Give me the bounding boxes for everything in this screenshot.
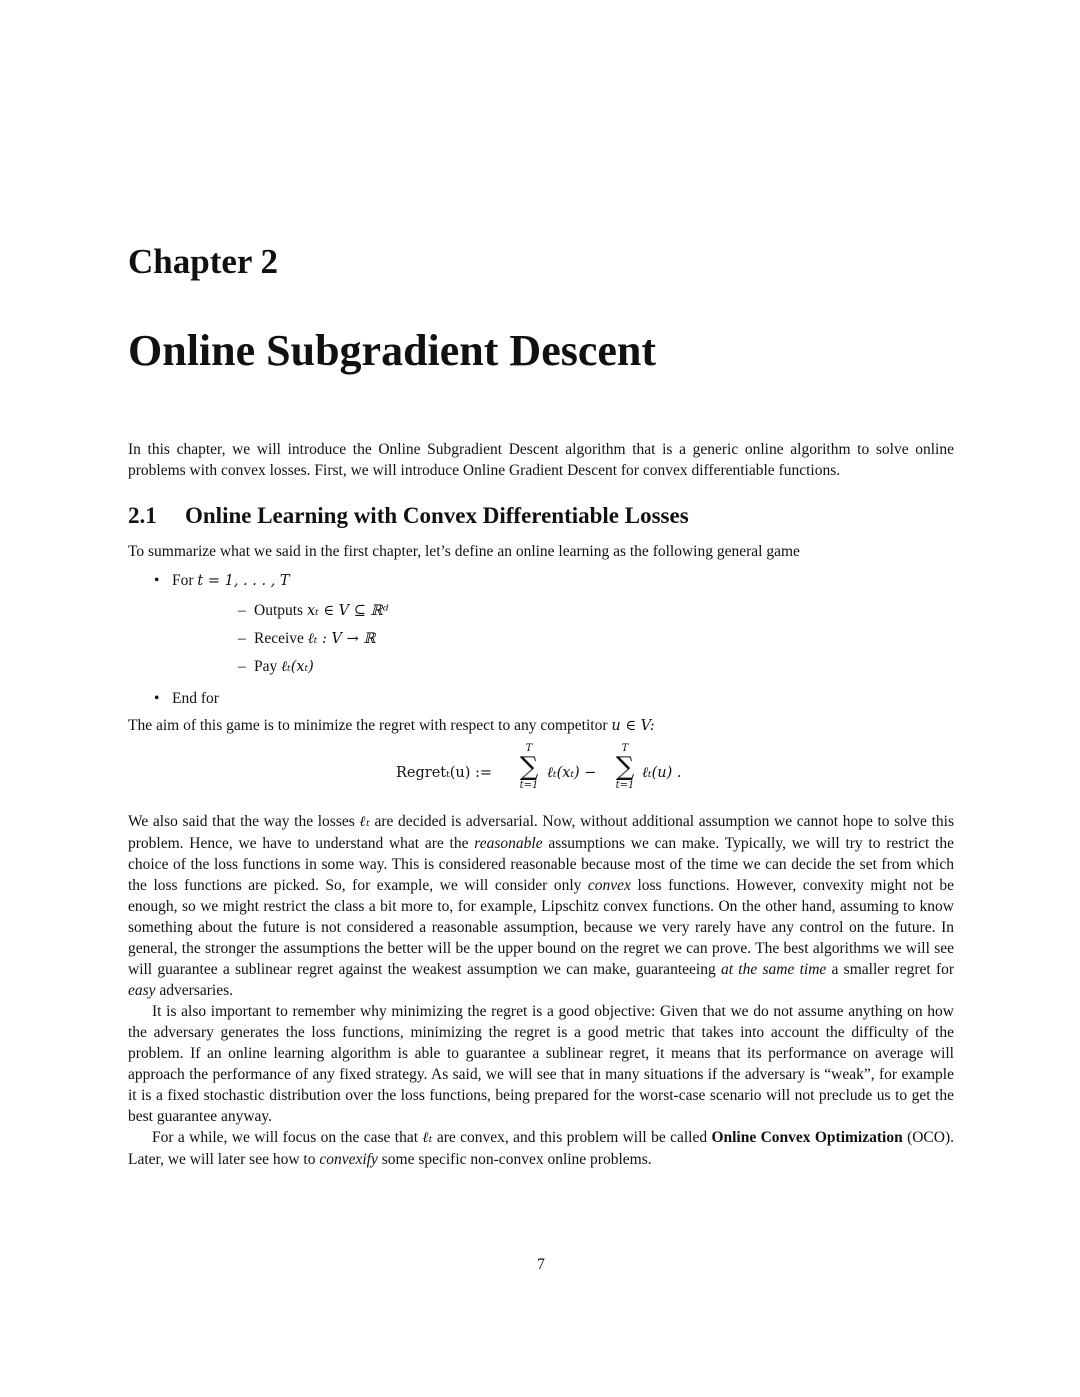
game-end-item [128, 688, 954, 709]
sum-upper-limit: T [525, 743, 533, 754]
text-run: are convex, and this problem will be called [436, 1129, 708, 1146]
sum-symbol-1 [517, 743, 541, 791]
inline-math: ℓₜ [422, 1130, 433, 1146]
sum-symbol-2 [613, 743, 637, 791]
text-run: some specific non-convex online problems. [381, 1151, 652, 1168]
emphasis: convex [587, 877, 631, 894]
page-number: 7 [537, 1256, 545, 1273]
step-math: xₜ ∈ V ⊆ ℝᵈ [306, 603, 389, 619]
emphasis: convexify [319, 1151, 378, 1168]
text-run: adversaries. [159, 982, 234, 999]
step-pay [172, 656, 954, 678]
text-run: assumptions we can make. Typically, we will try to restrict the choice of the loss functions in some way. This is considered reasonable because most of the time we can decide the set from which the loss functions are picked. So, for example, we will consider only [128, 835, 954, 894]
aim-paragraph [128, 715, 954, 737]
sum-lower-limit: t=1 [519, 780, 539, 791]
step-math: ℓₜ(xₜ) [281, 659, 314, 675]
chapter-title: Online Subgradient Descent [128, 326, 657, 375]
text-run: (OCO). Later, we will later see how to [128, 1129, 955, 1168]
for-range-math: t = 1, . . . , T [197, 573, 290, 589]
chapter-body [128, 439, 954, 1170]
bold-term: Online Convex Optimization [711, 1129, 903, 1146]
equation-lhs: Regretₜ(u) := [396, 765, 492, 781]
sigma-symbol: ∑ [519, 752, 539, 782]
chapter-label: Chapter 2 [128, 242, 279, 281]
paragraph-regret-objective: It is also important to remember why minimizing the regret is a good objective: Given that we do not assume anything on how the adversary generates the loss functions, minimizing the regret is a good metric that takes into account the difficulty of the problem. If an online learning algorithm is able to guarantee a sublinear regret, it means that its performance on average will approach the performance of any fixed strategy. As said, we will see that in many situations if the adversary is “weak”, for example it is a fixed stochastic distribution over the loss functions, being prepared for the worst-case scenario will not preclude us to get the best guarantee anyway. [128, 1003, 954, 1125]
document-page [128, 0, 954, 1397]
text-run: loss functions. However, convexity might not be enough, so we might restrict the class a bit more to, for example, Lipschitz convex functions. On the other hand, assuming to know something about the future is not considered a reasonable assumption, because we very rarely have any control on the future. In general, the stronger the assumptions the better will be the upper bound on the regret we can prove. The best algorithms we will see will guarantee a sublinear regret against the weakest assumption we can make, guaranteeing [128, 877, 954, 978]
emphasis: easy [128, 982, 156, 999]
text-run: are decided is adversarial. Now, without additional assumption we cannot hope to solve this problem. Hence, we have to understand what are the [128, 813, 954, 852]
aim-math: u ∈ V: [611, 718, 655, 734]
for-label: For [172, 572, 194, 589]
text-run: We also said that the way the losses [128, 813, 355, 830]
text-run: For a while, we will focus on the case that [152, 1129, 419, 1146]
sum-upper-limit: T [621, 743, 629, 754]
summary-paragraph: To summarize what we said in the first chapter, let’s define an online learning as the following general game [128, 543, 800, 560]
sum-lower-limit: t=1 [615, 780, 635, 791]
game-for-item [128, 570, 954, 678]
game-steps [172, 600, 954, 678]
aim-text: The aim of this game is to minimize the regret with respect to any competitor [128, 717, 608, 734]
step-label: Pay [254, 658, 278, 675]
paragraph-adversarial [128, 811, 954, 1001]
regret-equation [128, 743, 954, 801]
inline-math: ℓₜ [359, 814, 370, 830]
step-label: Outputs [254, 602, 304, 619]
section-title: Online Learning with Convex Differentiable Losses [185, 503, 689, 528]
step-math: ℓₜ : V → ℝ [307, 631, 376, 647]
equation-term-1: ℓₜ(xₜ) − [547, 765, 597, 781]
emphasis: reasonable [474, 835, 543, 852]
end-for-label: End for [172, 690, 219, 707]
intro-paragraph: In this chapter, we will introduce the Online Subgradient Descent algorithm that is a generic online algorithm to solve online problems with convex losses. First, we will introduce Online Gradient Descent for convex differentiable functions. [128, 441, 954, 479]
equation-term-2: ℓₜ(u) . [642, 765, 682, 781]
equation-body [396, 743, 696, 801]
step-label: Receive [254, 630, 304, 647]
paragraph-oco [128, 1127, 954, 1170]
step-outputs [172, 600, 954, 622]
emphasis: at the same time [720, 961, 827, 978]
game-list [128, 570, 954, 709]
section-number: 2.1 [128, 503, 157, 528]
step-receive [172, 628, 954, 650]
text-run: a smaller regret for [831, 961, 955, 978]
sigma-symbol: ∑ [615, 752, 635, 782]
section-heading [128, 503, 954, 529]
